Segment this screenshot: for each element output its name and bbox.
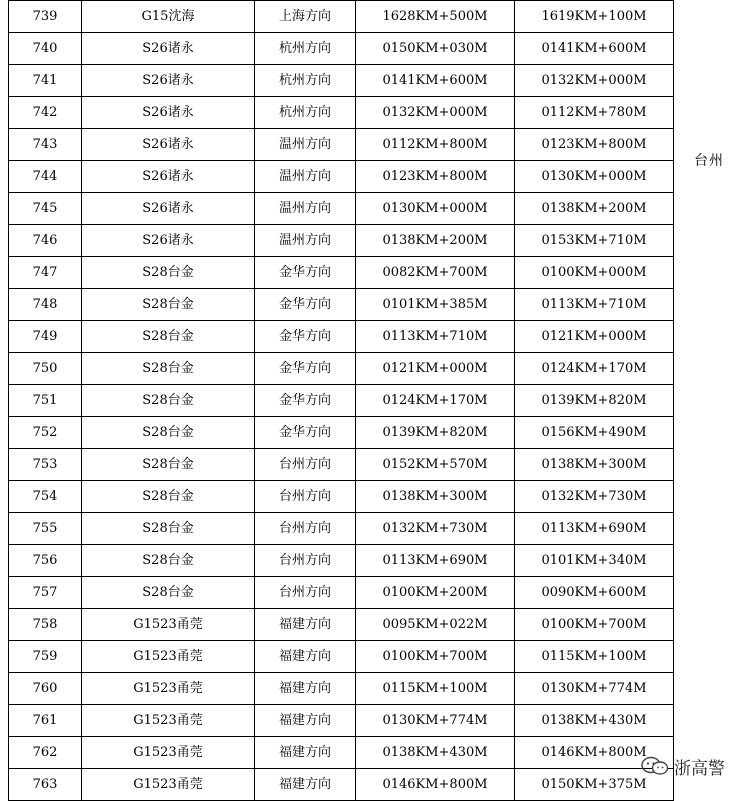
direction-cell: 台州方向 [255, 513, 356, 545]
direction-cell: 金华方向 [255, 289, 356, 321]
start-mileage-cell: 0138KM+200M [356, 225, 515, 257]
end-mileage-cell: 0132KM+730M [515, 481, 674, 513]
row-number-cell: 759 [9, 641, 82, 673]
table-row [9, 705, 674, 737]
row-number-cell: 745 [9, 193, 82, 225]
watermark [640, 754, 725, 778]
road-name-cell: S28台金 [82, 449, 255, 481]
table-row [9, 225, 674, 257]
row-number-cell: 762 [9, 737, 82, 769]
road-name-cell: G1523甬莞 [82, 641, 255, 673]
road-name-cell: S28台金 [82, 289, 255, 321]
start-mileage-cell: 0124KM+170M [356, 385, 515, 417]
end-mileage-cell: 0090KM+600M [515, 577, 674, 609]
start-mileage-cell: 0138KM+430M [356, 737, 515, 769]
direction-cell: 金华方向 [255, 385, 356, 417]
table-row [9, 545, 674, 577]
table-row [9, 673, 674, 705]
end-mileage-cell: 0113KM+710M [515, 289, 674, 321]
table-row [9, 769, 674, 801]
row-number-cell: 750 [9, 353, 82, 385]
table-row [9, 737, 674, 769]
direction-cell: 温州方向 [255, 193, 356, 225]
direction-cell: 台州方向 [255, 449, 356, 481]
start-mileage-cell: 0138KM+300M [356, 481, 515, 513]
road-name-cell: G1523甬莞 [82, 705, 255, 737]
table-row [9, 289, 674, 321]
direction-cell: 杭州方向 [255, 33, 356, 65]
end-mileage-cell: 0115KM+100M [515, 641, 674, 673]
table-row [9, 417, 674, 449]
end-mileage-cell: 0112KM+780M [515, 97, 674, 129]
road-name-cell: S26诸永 [82, 33, 255, 65]
start-mileage-cell: 1628KM+500M [356, 1, 515, 33]
table-row [9, 385, 674, 417]
table-row [9, 193, 674, 225]
direction-cell: 金华方向 [255, 353, 356, 385]
table-row [9, 33, 674, 65]
row-number-cell: 743 [9, 129, 82, 161]
table-row [9, 513, 674, 545]
direction-cell: 金华方向 [255, 257, 356, 289]
direction-cell: 温州方向 [255, 161, 356, 193]
road-name-cell: G1523甬莞 [82, 769, 255, 801]
road-name-cell: S28台金 [82, 321, 255, 353]
road-name-cell: S28台金 [82, 577, 255, 609]
row-number-cell: 758 [9, 609, 82, 641]
end-mileage-cell: 0121KM+000M [515, 321, 674, 353]
table-row [9, 161, 674, 193]
road-name-cell: S28台金 [82, 513, 255, 545]
row-number-cell: 746 [9, 225, 82, 257]
start-mileage-cell: 0146KM+800M [356, 769, 515, 801]
start-mileage-cell: 0113KM+690M [356, 545, 515, 577]
row-number-cell: 752 [9, 417, 82, 449]
start-mileage-cell: 0130KM+774M [356, 705, 515, 737]
start-mileage-cell: 0130KM+000M [356, 193, 515, 225]
road-name-cell: S28台金 [82, 353, 255, 385]
table-row [9, 65, 674, 97]
row-number-cell: 740 [9, 33, 82, 65]
start-mileage-cell: 0082KM+700M [356, 257, 515, 289]
start-mileage-cell: 0152KM+570M [356, 449, 515, 481]
city-label: 台州 [694, 153, 724, 169]
direction-cell: 福建方向 [255, 641, 356, 673]
road-name-cell: S28台金 [82, 417, 255, 449]
row-number-cell: 760 [9, 673, 82, 705]
road-name-cell: S26诸永 [82, 97, 255, 129]
road-name-cell: G1523甬莞 [82, 609, 255, 641]
end-mileage-cell: 0124KM+170M [515, 353, 674, 385]
direction-cell: 金华方向 [255, 321, 356, 353]
start-mileage-cell: 0112KM+800M [356, 129, 515, 161]
table-row [9, 1, 674, 33]
table-row [9, 641, 674, 673]
road-name-cell: S26诸永 [82, 129, 255, 161]
road-name-cell: S26诸永 [82, 225, 255, 257]
end-mileage-cell: 0156KM+490M [515, 417, 674, 449]
end-mileage-cell: 0123KM+800M [515, 129, 674, 161]
table-row [9, 449, 674, 481]
end-mileage-cell: 0146KM+800M [515, 737, 674, 769]
row-number-cell: 744 [9, 161, 82, 193]
table-row [9, 321, 674, 353]
row-number-cell: 754 [9, 481, 82, 513]
end-mileage-cell: 0153KM+710M [515, 225, 674, 257]
start-mileage-cell: 0095KM+022M [356, 609, 515, 641]
table-body [9, 1, 674, 801]
row-number-cell: 741 [9, 65, 82, 97]
end-mileage-cell: 0150KM+375M [515, 769, 674, 801]
row-number-cell: 749 [9, 321, 82, 353]
table-row [9, 257, 674, 289]
start-mileage-cell: 0115KM+100M [356, 673, 515, 705]
road-section-table [8, 0, 674, 801]
direction-cell: 福建方向 [255, 769, 356, 801]
end-mileage-cell: 0130KM+774M [515, 673, 674, 705]
road-name-cell: S28台金 [82, 385, 255, 417]
row-number-cell: 742 [9, 97, 82, 129]
road-name-cell: S28台金 [82, 257, 255, 289]
road-name-cell: S26诸永 [82, 193, 255, 225]
direction-cell: 杭州方向 [255, 65, 356, 97]
end-mileage-cell: 0141KM+600M [515, 33, 674, 65]
row-number-cell: 748 [9, 289, 82, 321]
row-number-cell: 753 [9, 449, 82, 481]
table-row [9, 353, 674, 385]
start-mileage-cell: 0132KM+730M [356, 513, 515, 545]
direction-cell: 金华方向 [255, 417, 356, 449]
end-mileage-cell: 0101KM+340M [515, 545, 674, 577]
end-mileage-cell: 0132KM+000M [515, 65, 674, 97]
table-row [9, 609, 674, 641]
row-number-cell: 757 [9, 577, 82, 609]
direction-cell: 温州方向 [255, 129, 356, 161]
direction-cell: 杭州方向 [255, 97, 356, 129]
end-mileage-cell: 1619KM+100M [515, 1, 674, 33]
row-number-cell: 751 [9, 385, 82, 417]
row-number-cell: 756 [9, 545, 82, 577]
end-mileage-cell: 0113KM+690M [515, 513, 674, 545]
start-mileage-cell: 0113KM+710M [356, 321, 515, 353]
table-row [9, 129, 674, 161]
wechat-icon [640, 755, 670, 777]
table-row [9, 577, 674, 609]
row-number-cell: 755 [9, 513, 82, 545]
table-row [9, 97, 674, 129]
start-mileage-cell: 0100KM+200M [356, 577, 515, 609]
watermark-text: 浙高警 [674, 758, 725, 779]
end-mileage-cell: 0130KM+000M [515, 161, 674, 193]
end-mileage-cell: 0100KM+000M [515, 257, 674, 289]
start-mileage-cell: 0121KM+000M [356, 353, 515, 385]
row-number-cell: 761 [9, 705, 82, 737]
direction-cell: 台州方向 [255, 481, 356, 513]
end-mileage-cell: 0100KM+700M [515, 609, 674, 641]
direction-cell: 上海方向 [255, 1, 356, 33]
start-mileage-cell: 0150KM+030M [356, 33, 515, 65]
road-name-cell: G1523甬莞 [82, 673, 255, 705]
start-mileage-cell: 0101KM+385M [356, 289, 515, 321]
row-number-cell: 763 [9, 769, 82, 801]
end-mileage-cell: 0138KM+430M [515, 705, 674, 737]
direction-cell: 温州方向 [255, 225, 356, 257]
road-name-cell: S26诸永 [82, 65, 255, 97]
end-mileage-cell: 0138KM+200M [515, 193, 674, 225]
start-mileage-cell: 0139KM+820M [356, 417, 515, 449]
table-row [9, 481, 674, 513]
start-mileage-cell: 0141KM+600M [356, 65, 515, 97]
end-mileage-cell: 0138KM+300M [515, 449, 674, 481]
row-number-cell: 747 [9, 257, 82, 289]
row-number-cell: 739 [9, 1, 82, 33]
road-name-cell: S28台金 [82, 545, 255, 577]
direction-cell: 台州方向 [255, 545, 356, 577]
end-mileage-cell: 0139KM+820M [515, 385, 674, 417]
road-name-cell: S26诸永 [82, 161, 255, 193]
start-mileage-cell: 0132KM+000M [356, 97, 515, 129]
direction-cell: 福建方向 [255, 673, 356, 705]
start-mileage-cell: 0123KM+800M [356, 161, 515, 193]
direction-cell: 福建方向 [255, 737, 356, 769]
direction-cell: 台州方向 [255, 577, 356, 609]
start-mileage-cell: 0100KM+700M [356, 641, 515, 673]
road-name-cell: G15沈海 [82, 1, 255, 33]
road-name-cell: S28台金 [82, 481, 255, 513]
road-name-cell: G1523甬莞 [82, 737, 255, 769]
direction-cell: 福建方向 [255, 705, 356, 737]
direction-cell: 福建方向 [255, 609, 356, 641]
